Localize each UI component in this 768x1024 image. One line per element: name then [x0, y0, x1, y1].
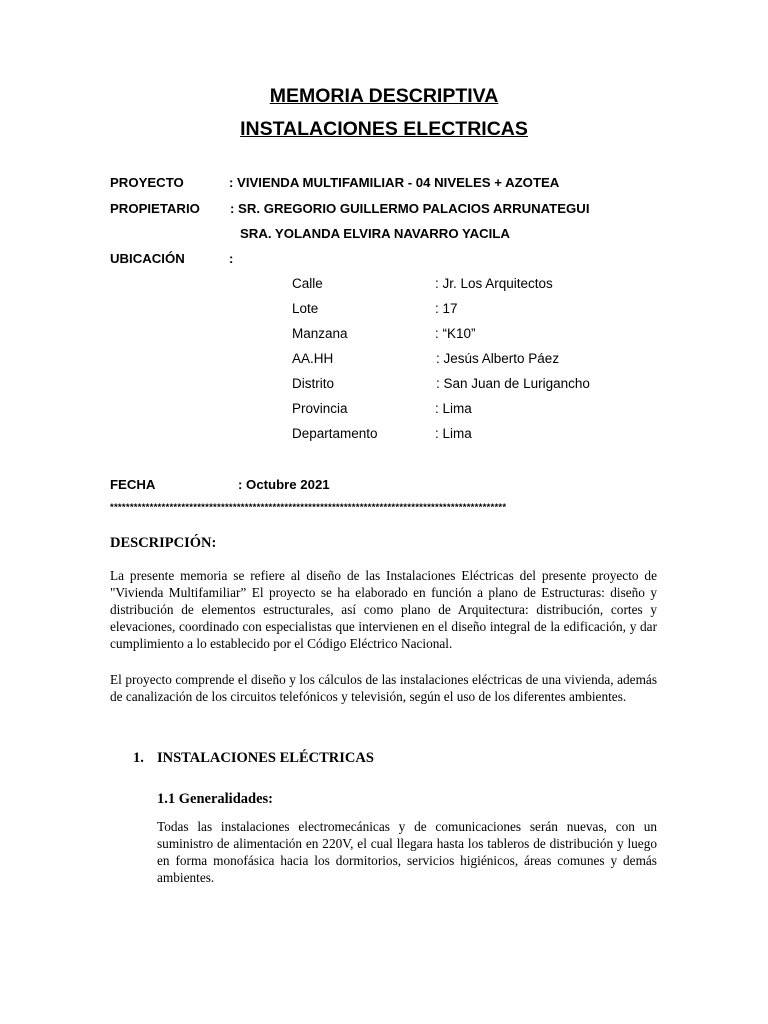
location-label: Calle — [292, 276, 323, 291]
section-1-number: 1. — [133, 750, 144, 766]
location-label: Departamento — [292, 426, 378, 441]
generalidades-paragraph: Todas las instalaciones electromecánicas y de comunicaciones serán nuevas, con un suministro de alimentación en 220V, el cual llegara hasta los tableros de distribución y luego en forma monofásica hacia los dormitorios, servicios higiénicos, áreas comunes y demás ambientes. — [157, 819, 657, 886]
fecha-value: : Octubre 2021 — [238, 477, 330, 492]
subsection-1-1-title: 1.1 Generalidades: — [157, 791, 273, 807]
location-value: : 17 — [435, 301, 458, 316]
location-value: : San Juan de Lurigancho — [436, 376, 590, 391]
descripcion-paragraph-1: La presente memoria se refiere al diseño de las Instalaciones Eléctricas del presente proyecto de "Vivienda Multifamiliar” El proyecto se ha elaborado en función a plano de Estructuras: diseño y distribución de elementos estructurales, así como plano de Arquitectura: distribución, cortes y elevaciones, coordinado con especialistas que intervienen en el diseño integral de la edificación, y dar cumplimiento a lo establecido por el Código Eléctrico Nacional. — [110, 568, 657, 652]
fecha-label: FECHA — [110, 477, 156, 492]
document-title: MEMORIA DESCRIPTIVA — [269, 85, 499, 107]
location-value: : “K10” — [435, 326, 476, 341]
location-label: Provincia — [292, 401, 348, 416]
location-label: Lote — [292, 301, 319, 316]
location-label: Manzana — [292, 326, 348, 341]
ubicacion-colon: : — [229, 251, 234, 266]
proyecto-label: PROYECTO — [110, 175, 184, 190]
propietario-label: PROPIETARIO — [110, 201, 200, 216]
separator-line: **************************************************************************************************** — [110, 502, 507, 513]
document-subtitle: INSTALACIONES ELECTRICAS — [240, 118, 528, 140]
location-value: : Jr. Los Arquitectos — [435, 276, 553, 291]
location-value: : Lima — [435, 426, 472, 441]
descripcion-heading: DESCRIPCIÓN: — [110, 535, 217, 551]
section-1-title: INSTALACIONES ELÉCTRICAS — [157, 750, 374, 766]
location-label: AA.HH — [292, 351, 334, 366]
propietario-value-1: : SR. GREGORIO GUILLERMO PALACIOS ARRUNATEGUI — [230, 201, 590, 216]
propietario-value-2: SRA. YOLANDA ELVIRA NAVARRO YACILA — [240, 226, 510, 241]
location-label: Distrito — [292, 376, 335, 391]
ubicacion-label: UBICACIÓN — [110, 251, 185, 266]
proyecto-value: : VIVIENDA MULTIFAMILIAR - 04 NIVELES + AZOTEA — [229, 175, 560, 190]
descripcion-paragraph-2: El proyecto comprende el diseño y los cálculos de las instalaciones eléctricas de una vivienda, además de canalización de los circuitos telefónicos y televisión, según el uso de los diferentes ambientes. — [110, 672, 657, 705]
location-value: : Jesús Alberto Páez — [436, 351, 560, 366]
location-value: : Lima — [435, 401, 472, 416]
